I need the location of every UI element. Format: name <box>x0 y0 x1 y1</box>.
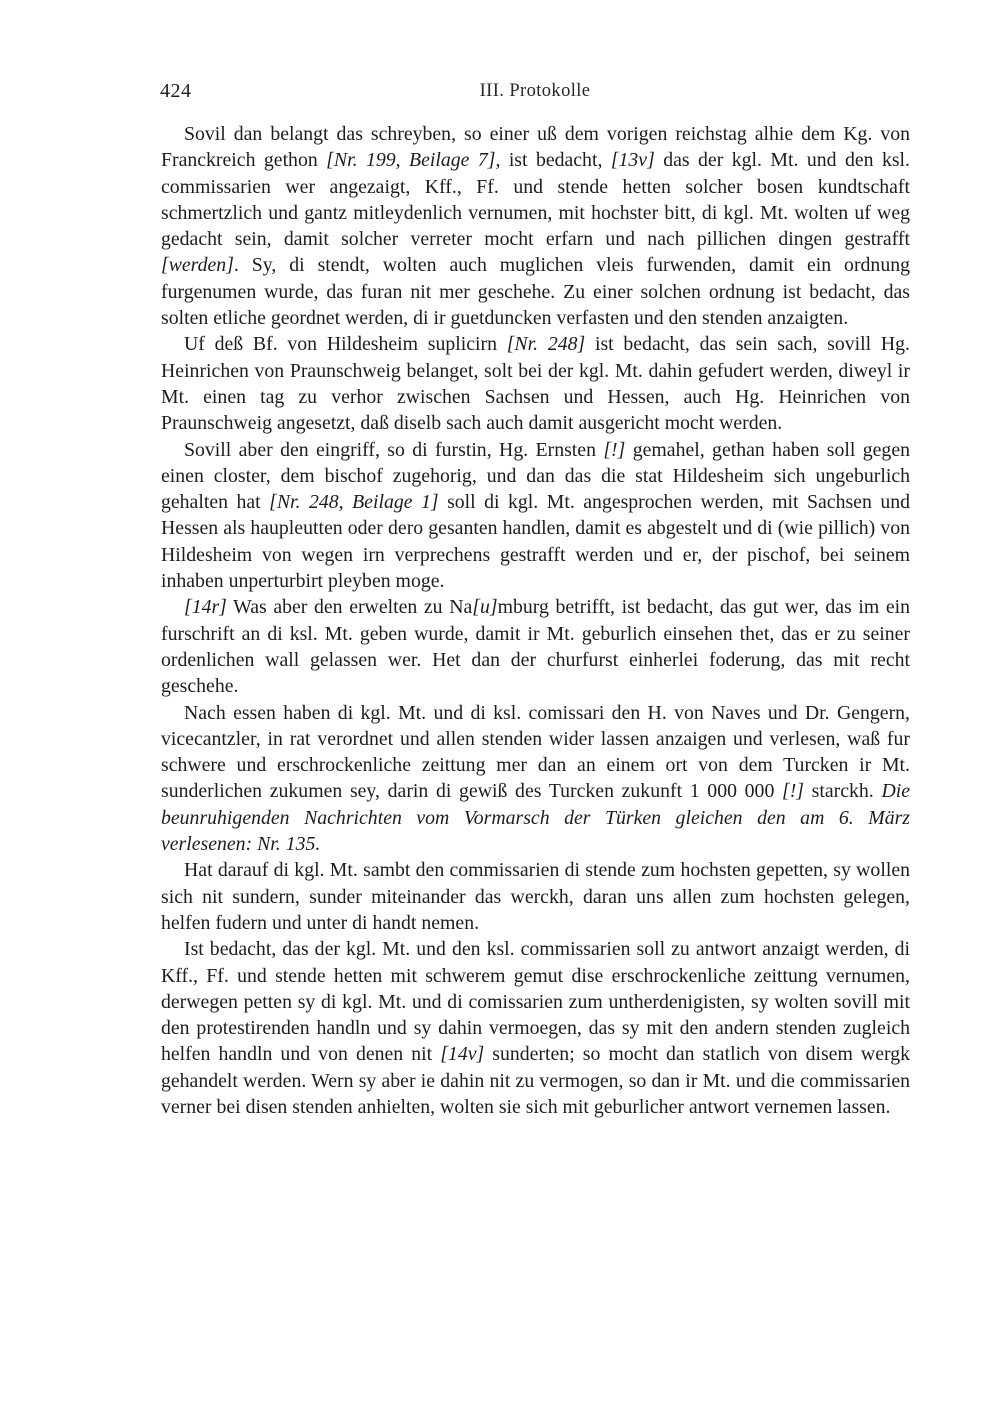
text-run: Sovil dan belangt das schreyben, so einer uß dem vorigen reichstag alhie dem Kg. von Franckreich gethon <box>161 123 910 172</box>
text-run: mburg betrifft, ist bedacht, das gut wer, das im ein furschrift an di ksl. Mt. geben wurde, damit ir Mt. geburlich einsehen thet, das er zu seiner ordenlichen wall gelassen wer. Het dan der churfurst einherlei foderung, das mit recht geschehe. <box>161 596 910 698</box>
text-run: starckh. <box>804 780 882 803</box>
paragraph <box>161 121 910 331</box>
editorial-note: [!] <box>782 780 804 803</box>
page-number: 424 <box>160 80 192 102</box>
text-run: Sovill aber den eingriff, so di furstin, Hg. Ernsten <box>184 438 604 461</box>
editorial-note: [14r] <box>184 596 227 619</box>
running-head <box>160 80 910 106</box>
editorial-note: [werden] <box>161 254 234 277</box>
running-header-title: III. Protokolle <box>479 81 591 101</box>
paragraph <box>161 594 910 699</box>
editorial-note: [Nr. 248] <box>506 333 586 356</box>
paragraph <box>161 437 910 595</box>
editorial-note: [14v] <box>440 1043 485 1066</box>
paragraph <box>161 700 910 858</box>
text-run: Nach essen haben di kgl. Mt. und di ksl. comissari den H. von Naves und Dr. Gengern, vicecantzler, in rat verordnet und allen stenden wider lassen anzaigen und verlesen, waß fur schwere und erschrockenliche zeittung mer dan an einem ort von dem Turcken ir Mt. sunderlichen zukumen sey, darin di gewiß des Turcken zukunft 1 000 000 <box>161 701 910 803</box>
editorial-note: [!] <box>603 438 626 461</box>
text-run: Was aber den erwelten zu Na <box>226 596 473 619</box>
text-run: soll di kgl. Mt. angesprochen werden, mit Sachsen und Hessen als haupleutten oder dero gesanten handlen, damit es abgestelt und di (wie pillich) von Hildesheim von wegen irn verprechens gestrafft werden und er, der pischof, bei seinem inhaben unperturbirt pleyben moge. <box>161 491 910 593</box>
text-run: das der kgl. Mt. und den ksl. commissarien wer angezaigt, Kff., Ff. und stende hetten solcher bosen kundtschaft schmertzlich und gantz mitleydenlich vernumen, mit hochster bitt, di kgl. Mt. wolten uf weg gedacht sein, damit solcher verreter mocht erfarn und nach pillichen dingen gestrafft <box>161 149 910 251</box>
text-run: Hat darauf di kgl. Mt. sambt den commissarien di stende zum hochsten gepetten, sy wollen sich nit sundern, sunder miteinander das werckh, daran uns allen zum hochsten gelegen, helfen fudern und unter di handt nemen. <box>161 859 910 934</box>
text-body <box>161 121 910 1120</box>
text-run: . Sy, di stendt, wolten auch muglichen vleis furwenden, damit ein ordnung furgenumen wurde, das furan nit mer geschehe. Zu einer solchen ordnung ist bedacht, das solten etliche geordnet werden, di ir guetduncken verfasten und den stenden anzaigten. <box>161 254 910 330</box>
text-run: Ist bedacht, das der kgl. Mt. und den ksl. commissarien soll zu antwort anzaigt werden, di Kff., Ff. und stende hetten mit schwerem gemut dise erschrockenliche zeittung vernumen, derwegen petten sy di kgl. Mt. und di comissarien zum untherdenigisten, sy wolten sovill mit den protestirenden handln und sy dahin vermoegen, das sy mit den andern stenden zugleich helfen handln und von denen nit <box>161 938 910 1066</box>
editorial-note: [u] <box>472 596 498 619</box>
editorial-note: [Nr. 199, Beilage 7] <box>326 149 496 172</box>
text-run: , ist bedacht, <box>495 149 611 172</box>
editorial-note: [13v] <box>610 149 655 172</box>
text-run: gemahel, gethan haben soll gegen einen closter, dem bischof zugehorig, und dan das die stat Hildesheim sich ungeburlich gehalten hat <box>161 438 910 514</box>
paragraph <box>161 857 910 936</box>
editorial-note: Die beunruhigenden Nachrichten vom Vormarsch der Türken gleichen den am 6. März verlesenen: Nr. 135. <box>161 780 910 856</box>
editorial-note: [Nr. 248, Beilage 1] <box>269 491 439 514</box>
paragraph <box>161 331 910 436</box>
text-run: Uf deß Bf. von Hildesheim suplicirn <box>184 333 507 356</box>
text-run: ist bedacht, das sein sach, sovill Hg. Heinrichen von Praunschweig belanget, solt bei der kgl. Mt. dahin gefudert werden, diweyl ir Mt. einen tag zu verhor zwischen Sachsen und Hessen, auch Hg. Heinrichen von Praunschweig angesetzt, daß diselb sach auch damit ausgericht mocht werden. <box>161 333 910 435</box>
paragraph <box>161 936 910 1120</box>
text-run: sunderten; so mocht dan statlich von disem wergk gehandelt werden. Wern sy aber ie dahin nit zu vermogen, so dan ir Mt. und die commissarien verner bei disen stenden anhielten, wolten sie sich mit geburlicher antwort vernemen lassen. <box>161 1043 910 1118</box>
